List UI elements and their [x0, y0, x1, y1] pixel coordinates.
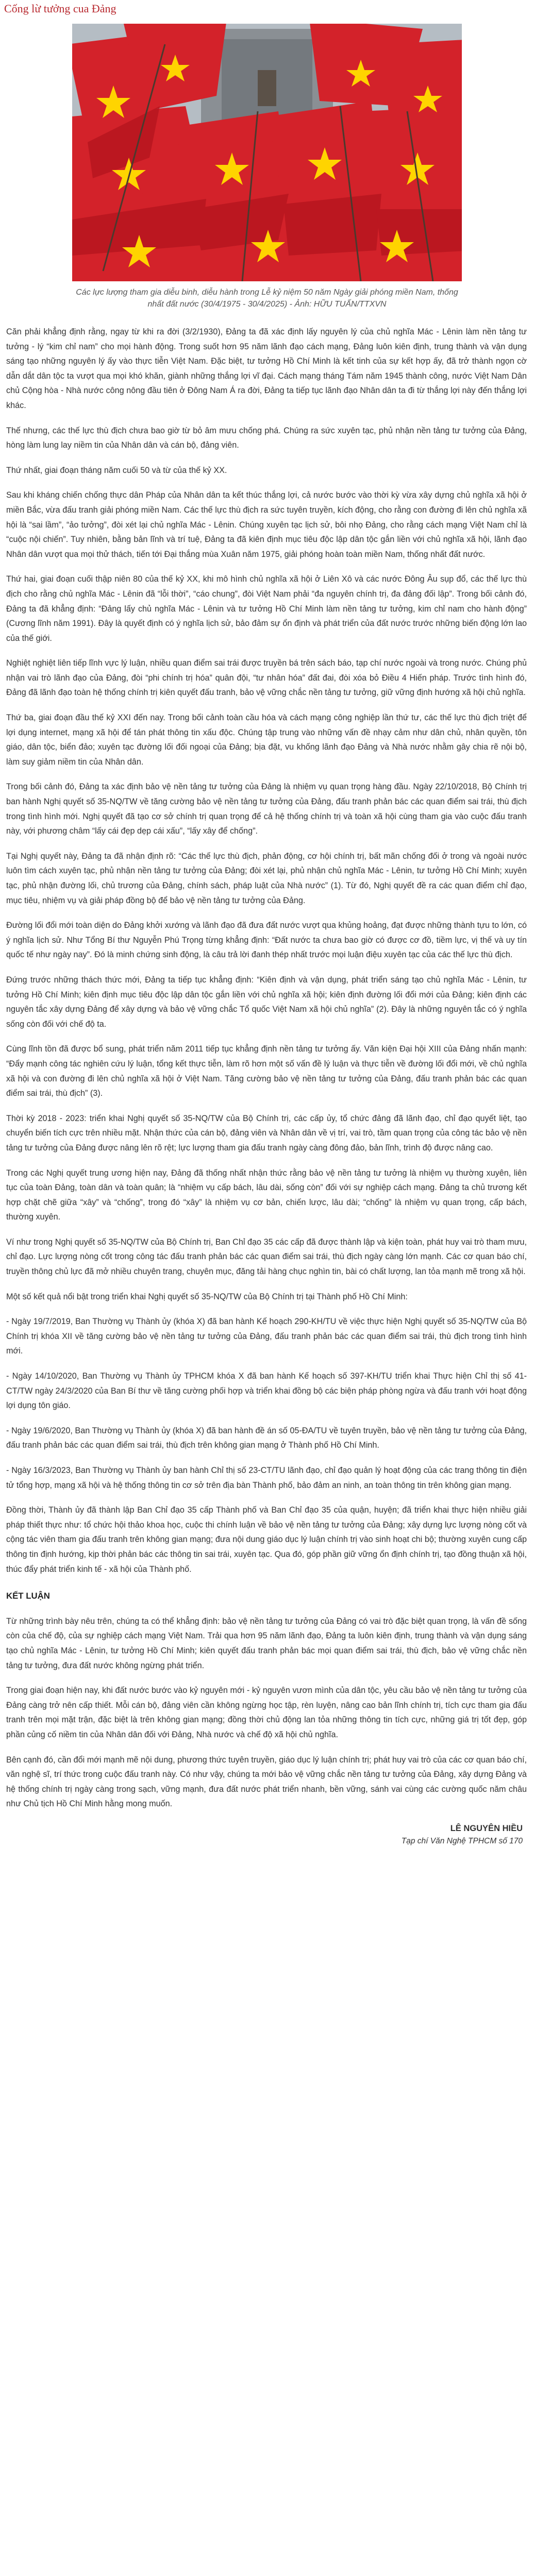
- paragraph: Thế nhưng, các thế lực thù địch chưa bao giờ từ bỏ âm mưu chống phá. Chúng ra sức xuyên tạc, phủ nhận nền tảng tư tưởng của Đảng, hòng làm lung lay niềm tin của Nhân dân và cán bộ, đảng viên.: [6, 426, 527, 450]
- paragraph: Một số kết quả nổi bật trong triển khai Nghị quyết số 35-NQ/TW của Bộ Chính trị tại Thành phố Hồ Chí Minh:: [6, 1292, 408, 1301]
- hero-image: [72, 24, 462, 281]
- hero-caption: Các lực lượng tham gia diễu binh, diễu hành trong Lễ kỷ niệm 50 năm Ngày giải phóng miền Nam, thống nhất đất nước (30/4/1975 - 30/4/2025) - Ảnh: HỮU TUẤN/TTXVN: [76, 288, 458, 309]
- paragraph: Thời kỳ 2018 - 2023: triển khai Nghị quyết số 35-NQ/TW của Bộ Chính trị, các cấp ủy, tổ chức đảng đã lãnh đạo, chỉ đạo quyết liệt, tạo chuyển biến tích cực trên nhiều mặt. Nhận thức của cán bộ, đảng viên và Nhân dân về vị trí, vai trò, tầm quan trọng của công tác bảo vệ nền tảng tư tưởng của Đảng được nâng lên rõ rệt; lực lượng tham gia đấu tranh ngày càng đông đảo, bản lĩnh, trình độ được nâng cao.: [6, 1113, 527, 1153]
- paragraph: Đường lối đổi mới toàn diện do Đảng khởi xướng và lãnh đạo đã đưa đất nước vượt qua khủng hoảng, đạt được những thành tựu to lớn, có ý nghĩa lịch sử. Như Tổng Bí thư Nguyễn Phú Trọng từng khẳng định: “Đất nước ta chưa bao giờ có được cơ đồ, tiềm lực, vị thế và uy tín quốc tế như ngày nay”. Đó là minh chứng sinh động, là câu trả lời đanh thép nhất trước mọi luận điệu xuyên tạc của các thế lực thù địch.: [6, 921, 527, 960]
- paragraph: Thứ nhất, giai đoạn tháng năm cuối 50 và từ của thế kỷ XX.: [6, 465, 227, 475]
- paragraph: Từ những trình bày nêu trên, chúng ta có thể khẳng định: bảo vệ nền tảng tư tưởng của Đảng có vai trò đặc biệt quan trọng, là vấn đề sống còn của chế độ, của sự nghiệp cách mạng Việt Nam. Trải qua hơn 95 năm lãnh đạo, Đảng ta luôn kiên định, trung thành và vận dụng sáng tạo chủ nghĩa Mác - Lênin, tư tưởng Hồ Chí Minh; kiên quyết đấu tranh phản bác mọi quan điểm sai trái, thù địch, bảo vệ vững chắc nền tảng tư tưởng, đưa đất nước không ngừng phát triển.: [6, 1616, 527, 1670]
- paragraph: Thứ ba, giai đoạn đầu thế kỷ XXI đến nay. Trong bối cảnh toàn cầu hóa và cách mạng công nghiệp lần thứ tư, các thế lực thù địch triệt để lợi dụng internet, mạng xã hội để tán phát thông tin xấu độc. Chúng tập trung vào những vấn đề nhạy cảm như dân chủ, nhân quyền, tôn giáo, dân tộc, biển đảo; xuyên tạc đường lối đối ngoại của Đảng; bịa đặt, vu khống lãnh đạo Đảng và Nhà nước nhằm gây chia rẽ nội bộ, làm suy giảm niềm tin của Nhân dân.: [6, 713, 527, 767]
- paragraph: - Ngày 19/6/2020, Ban Thường vụ Thành ủy (khóa X) đã ban hành đề án số 05-ĐA/TU về tuyên truyền, bảo vệ nền tảng tư tưởng của Đảng, đấu tranh phản bác các quan điểm sai trái, thù địch trên không gian mạng ở Thành phố Hồ Chí Minh.: [6, 1426, 527, 1450]
- paragraph: Bên cạnh đó, cần đổi mới mạnh mẽ nội dung, phương thức tuyên truyền, giáo dục lý luận chính trị; phát huy vai trò của các cơ quan báo chí, văn nghệ sĩ, trí thức trong cuộc đấu tranh này. Có như vậy, chúng ta mới bảo vệ vững chắc nền tảng tư tưởng của Đảng, xây dựng Đảng và hệ thống chính trị ngày càng trong sạch, vững mạnh, đưa đất nước phát triển nhanh, bền vững, sánh vai cùng các cường quốc năm châu như Chủ tịch Hồ Chí Minh hằng mong muốn.: [6, 1755, 527, 1809]
- paragraph: Ví như trong Nghị quyết số 35-NQ/TW của Bộ Chính trị, Ban Chỉ đạo 35 các cấp đã được thành lập và kiện toàn, phát huy vai trò tham mưu, chỉ đạo. Lực lượng nòng cốt trong công tác đấu tranh phản bác các quan điểm sai trái, thù địch ngày càng lớn mạnh. Các cơ quan báo chí, truyền thông chủ lực đã mở nhiều chuyên trang, chuyên mục, đăng tải hàng chục nghìn tin, bài có chất lượng, lan tỏa mạnh mẽ trong xã hội.: [6, 1237, 527, 1277]
- paragraph: Căn phải khẳng định rằng, ngay từ khi ra đời (3/2/1930), Đảng ta đã xác định lấy nguyên lý của chủ nghĩa Mác - Lênin làm nền tảng tư tưởng - lý “kim chỉ nam” cho mọi hành động. Trong suốt hơn 95 năm lãnh đạo cách mạng, Đảng luôn kiên định, trung thành và vận dụng sáng tạo những nguyên lý ấy vào thực tiễn Việt Nam. Đặc biệt, tư tưởng Hồ Chí Minh là kết tinh của sự kết hợp ấy, đã trở thành ngọn cờ dẫn dắt dân tộc ta vượt qua mọi khó khăn, giành những thắng lợi vĩ đại. Cách mạng tháng Tám năm 1945 thành công, nước Việt Nam Dân chủ Cộng hòa - Nhà nước công nông đầu tiên ở Đông Nam Á ra đời, Đảng ta tiếp tục lãnh đạo Nhân dân ta đi từ thắng lợi này đến thắng lợi khác.: [6, 327, 527, 410]
- author-name: LÊ NGUYÊN HIỀU: [450, 1823, 523, 1833]
- section-heading: KẾT LUẬN: [6, 1591, 50, 1601]
- author-signature: [6, 1822, 523, 1848]
- paragraph: - Ngày 16/3/2023, Ban Thường vụ Thành ủy ban hành Chỉ thị số 23-CT/TU lãnh đạo, chỉ đạo quản lý hoạt động của các trang thông tin điện tử tổng hợp, mạng xã hội và hệ thống thông tin cơ sở trên địa bàn Thành phố, bảo đảm an ninh, an toàn thông tin trên không gian mạng.: [6, 1466, 527, 1490]
- paragraph: Đứng trước những thách thức mới, Đảng ta tiếp tục khẳng định: “Kiên định và vận dụng, phát triển sáng tạo chủ nghĩa Mác - Lênin, tư tưởng Hồ Chí Minh; kiên định mục tiêu độc lập dân tộc gắn liền với chủ nghĩa xã hội; kiên định đường lối đổi mới của Đảng; kiên định các nguyên tắc xây dựng Đảng để xây dựng và bảo vệ vững chắc Tổ quốc Việt Nam xã hội chủ nghĩa” (2). Đây là những nguyên tắc có ý nghĩa sống còn đối với chế độ ta.: [6, 975, 527, 1029]
- author-role: Tạp chí Văn Nghệ TPHCM số 170: [401, 1836, 523, 1845]
- paragraph: Thứ hai, giai đoạn cuối thập niên 80 của thế kỷ XX, khi mô hình chủ nghĩa xã hội ở Liên Xô và các nước Đông Âu sụp đổ, các thế lực thù địch cho rằng chủ nghĩa Mác - Lênin đã “lỗi thời”, “cáo chung”, đòi Việt Nam phải “đa nguyên chính trị, đa đảng đối lập”. Trong bối cảnh đó, Đảng ta đã khẳng định: “Đảng lấy chủ nghĩa Mác - Lênin và tư tưởng Hồ Chí Minh làm nền tảng tư tưởng, kim chỉ nam cho hành động” (Cương lĩnh năm 1991). Đây là quyết định có ý nghĩa lịch sử, bảo đảm sự ổn định và phát triển của đất nước trước những biến động lớn lao của thế giới.: [6, 574, 527, 643]
- paragraph: Đồng thời, Thành ủy đã thành lập Ban Chỉ đạo 35 cấp Thành phố và Ban Chỉ đạo 35 của quận, huyện; đã triển khai thực hiện nhiều giải pháp thiết thực như: tổ chức hội thảo khoa học, cuộc thi chính luận về bảo vệ nền tảng tư tưởng của Đảng; xây dựng lực lượng nòng cốt và cộng tác viên tham gia đấu tranh trên không gian mạng; đưa nội dung giáo dục lý luận chính trị vào sinh hoạt chi bộ; thường xuyên cung cấp thông tin định hướng, kịp thời phản bác các thông tin sai trái, xuyên tạc. Qua đó, góp phần giữ vững ổn định chính trị, tạo đồng thuận xã hội, thúc đẩy phát triển kinh tế - xã hội của Thành phố.: [6, 1505, 527, 1574]
- article-body: [6, 325, 527, 1848]
- paragraph: Trong giai đoạn hiện nay, khi đất nước bước vào kỷ nguyên mới - kỷ nguyên vươn mình của dân tộc, yêu cầu bảo vệ nền tảng tư tưởng của Đảng càng trở nên cấp thiết. Mỗi cán bộ, đảng viên cần không ngừng học tập, rèn luyện, nâng cao bản lĩnh chính trị, tích cực tham gia đấu tranh trên mọi mặt trận, đặc biệt là trên không gian mạng; đồng thời chủ động lan tỏa những thông tin tích cực, những giá trị tốt đẹp, góp phần củng cố niềm tin của Nhân dân đối với Đảng, Nhà nước và chế độ xã hội chủ nghĩa.: [6, 1686, 527, 1739]
- article-title: Cống lừ tưởng cua Đảng: [4, 2, 116, 15]
- paragraph: Nghiệt nghiệt liên tiếp lĩnh vực lý luận, nhiều quan điểm sai trái được truyền bá trên sách báo, tạp chí nước ngoài và trong nước. Chúng phủ nhận vai trò lãnh đạo của Đảng, đòi “phi chính trị hóa” quân đội, “tư nhân hóa” đất đai, đòi xóa bỏ Điều 4 Hiến pháp. Trước tình hình đó, Đảng đã lãnh đạo toàn hệ thống chính trị kiên quyết đấu tranh, bảo vệ vững chắc nền tảng tư tưởng, giữ vững định hướng xã hội chủ nghĩa.: [6, 658, 527, 698]
- paragraph: Trong các Nghị quyết trung ương hiện nay, Đảng đã thống nhất nhận thức rằng bảo vệ nền tảng tư tưởng là nhiệm vụ thường xuyên, liên tục của toàn Đảng, toàn dân và toàn quân; là “nhiệm vụ cấp bách, lâu dài, sống còn” đối với sự nghiệp cách mạng. Đảng ta chủ trương kết hợp chặt chẽ giữa “xây” và “chống”, trong đó “xây” là nhiệm vụ cơ bản, chiến lược, lâu dài; “chống” là nhiệm vụ quan trọng, cấp bách, thường xuyên.: [6, 1168, 527, 1222]
- paragraph: Trong bối cảnh đó, Đảng ta xác định bảo vệ nền tảng tư tưởng của Đảng là nhiệm vụ quan trọng hàng đầu. Ngày 22/10/2018, Bộ Chính trị ban hành Nghị quyết số 35-NQ/TW về tăng cường bảo vệ nền tảng tư tưởng của Đảng, đấu tranh phản bác các quan điểm sai trái, thù địch trong tình hình mới. Nghị quyết đã tạo cơ sở chính trị quan trọng để cả hệ thống chính trị và toàn xã hội cùng tham gia vào cuộc đấu tranh này, với phương châm “lấy cái đẹp dẹp cái xấu”, “lấy xây để chống”.: [6, 782, 527, 836]
- flags-illustration: [72, 24, 462, 281]
- paragraph: - Ngày 14/10/2020, Ban Thường vụ Thành ủy TPHCM khóa X đã ban hành Kế hoạch số 397-KH/TU triển khai Thực hiện Chỉ thị số 41-CT/TW ngày 24/3/2020 của Ban Bí thư về tăng cường phối hợp và triển khai đồng bộ các biện pháp phòng ngừa và đấu tranh với hoạt động lợi dụng tôn giáo.: [6, 1371, 527, 1411]
- paragraph: Sau khi kháng chiến chống thực dân Pháp của Nhân dân ta kết thúc thắng lợi, cả nước bước vào thời kỳ vừa xây dựng chủ nghĩa xã hội ở miền Bắc, vừa đấu tranh giải phóng miền Nam. Các thế lực thù địch ra sức tuyên truyền, kích động, cho rằng con đường đi lên chủ nghĩa xã hội là “sai lầm”, “ảo tưởng”, đòi xét lại chủ nghĩa Mác - Lênin. Chúng xuyên tạc lịch sử, bôi nhọ Đảng, cho rằng cách mạng Việt Nam chỉ là “cuộc nội chiến”. Tuy nhiên, bằng bản lĩnh và trí tuệ, Đảng ta đã kiên định mục tiêu độc lập dân tộc gắn liền với chủ nghĩa xã hội, lãnh đạo Nhân dân vượt qua mọi thử thách, tiến tới Đại thắng mùa Xuân năm 1975, giải phóng hoàn toàn miền Nam, thống nhất đất nước.: [6, 490, 527, 559]
- paragraph: Cùng lĩnh tồn đã được bổ sung, phát triển năm 2011 tiếp tục khẳng định nền tảng tư tưởng ấy. Văn kiện Đại hội XIII của Đảng nhấn mạnh: “Đẩy mạnh công tác nghiên cứu lý luận, tổng kết thực tiễn, làm rõ hơn một số vấn đề lý luận và thực tiễn về đường lối đổi mới, về chủ nghĩa xã hội và con đường đi lên chủ nghĩa xã hội ở Việt Nam. Tăng cường bảo vệ nền tảng tư tưởng của Đảng, đấu tranh phản bác các quan điểm sai trái, thù địch” (3).: [6, 1044, 527, 1098]
- paragraph: - Ngày 19/7/2019, Ban Thường vụ Thành ủy (khóa X) đã ban hành Kế hoạch 290-KH/TU về việc thực hiện Nghị quyết số 35-NQ/TW của Bộ Chính trị khóa XII về tăng cường bảo vệ nền tảng tư tưởng của Đảng, đấu tranh phản bác các quan điểm sai trái, thù địch trong tình hình mới.: [6, 1317, 527, 1356]
- paragraph: Tại Nghị quyết này, Đảng ta đã nhận định rõ: “Các thế lực thù địch, phản động, cơ hội chính trị, bất mãn chống đối ở trong và ngoài nước luôn tìm cách xuyên tạc, phủ nhận nền tảng tư tưởng của Đảng; đòi xét lại, phủ nhận chủ nghĩa Mác - Lênin, tư tưởng Hồ Chí Minh; xuyên tạc, phủ nhận đường lối, chủ trương của Đảng, chính sách, pháp luật của Nhà nước” (1). Từ đó, Nghị quyết đề ra các quan điểm chỉ đạo, mục tiêu, nhiệm vụ và giải pháp đồng bộ để bảo vệ nền tảng tư tưởng của Đảng.: [6, 851, 527, 905]
